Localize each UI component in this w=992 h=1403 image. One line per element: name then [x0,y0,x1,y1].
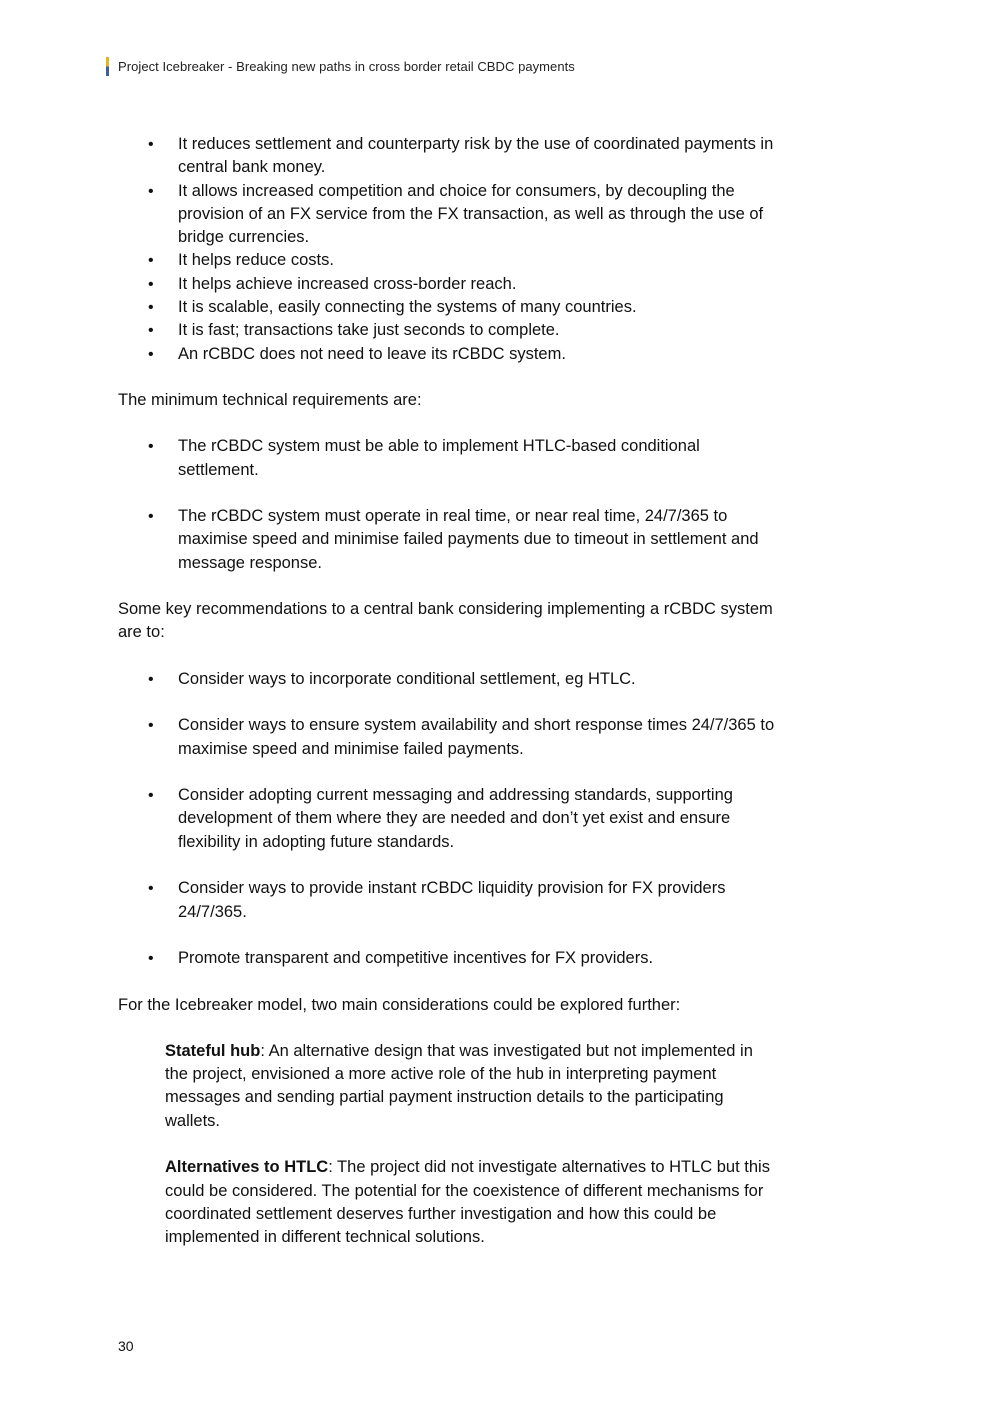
page-number: 30 [118,1338,134,1354]
requirements-intro: The minimum technical requirements are: [118,390,422,409]
considerations-intro: For the Icebreaker model, two main considerations could be explored further: [118,995,681,1014]
list-item: • It is fast; transactions take just seconds to complete. [118,319,778,342]
considerations-block [165,1040,778,1250]
bullet-icon: • [148,345,154,363]
consideration-stateful-hub [165,1040,778,1133]
list-item: • It reduces settlement and counterparty risk by the use of coordinated payments in central bank money. [148,135,774,177]
bullet-icon: • [148,322,154,340]
list-item: • Consider adopting current messaging and addressing standards, supporting development of them where they are needed and don’t yet exist and ensure flexibility in adopting future standards. [148,786,733,851]
header-accent-bar [106,57,109,76]
header-title: Project Icebreaker - Breaking new paths in cross border retail CBDC payments [118,59,575,74]
bullet-icon: • [148,275,154,293]
consideration-alternatives-htlc [165,1156,778,1249]
bullet-icon: • [148,950,154,968]
list-item: • An rCBDC does not need to leave its rCBDC system. [118,343,778,366]
recommendations-list [118,668,778,971]
consideration-term: Stateful hub [165,1041,261,1060]
bullet-icon: • [148,880,154,898]
bullet-icon: • [148,670,154,688]
bullet-icon: • [148,136,154,153]
running-header [106,57,575,76]
requirements-list [118,435,778,575]
list-item: • Promote transparent and competitive incentives for FX providers. [118,947,778,970]
bullet-icon: • [148,438,154,456]
list-item: • It allows increased competition and choice for consumers, by decoupling the provision of an FX service from the FX transaction, as well as through the use of bridge currencies. [148,181,764,247]
bullet-icon: • [148,182,154,200]
page-body [118,133,778,1273]
list-item: • Consider ways to ensure system availability and short response times 24/7/365 to maximise speed and minimise failed payments. [148,716,775,758]
list-item: • The rCBDC system must be able to implement HTLC-based conditional settlement. [148,437,700,479]
bullet-icon: • [148,252,154,270]
bullet-icon: • [148,299,154,317]
list-item: • Consider ways to provide instant rCBDC liquidity provision for FX providers 24/7/365. [148,879,726,921]
consideration-text: : The project did not investigate alternatives to HTLC but this could be considered. The potential for the coexistence of different mechanisms for coordinated settlement deserves further investigation and how this could be implemented in different technical solutions. [165,1158,770,1247]
list-item: • It helps reduce costs. [118,249,778,272]
bullet-icon: • [148,717,154,735]
list-item: • It is scalable, easily connecting the systems of many countries. [118,296,778,319]
list-item: • The rCBDC system must operate in real time, or near real time, 24/7/365 to maximise speed and minimise failed payments due to timeout in settlement and message response. [148,507,759,572]
list-item: • It helps achieve increased cross-border reach. [118,273,778,296]
list-item: • Consider ways to incorporate conditional settlement, eg HTLC. [118,668,778,691]
benefits-list [118,133,778,366]
consideration-text: : An alternative design that was investigated but not implemented in the project, envisioned a more active role of the hub in interpreting payment messages and sending partial payment instruction details to the participating wallets. [165,1041,753,1130]
recommendations-intro: Some key recommendations to a central bank considering implementing a rCBDC system are to: [118,600,773,642]
bullet-icon: • [148,787,154,805]
bullet-icon: • [148,508,154,526]
consideration-term: Alternatives to HTLC [165,1158,329,1177]
